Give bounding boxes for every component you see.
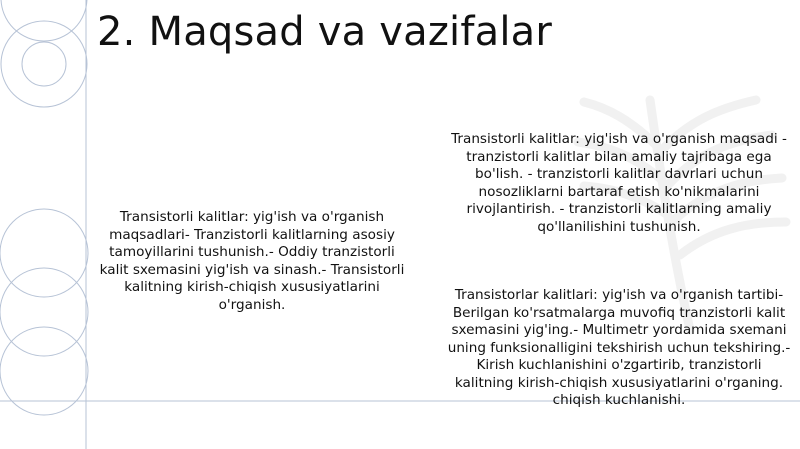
page-title: 2. Maqsad va vazifalar — [97, 9, 553, 55]
right-top-text-block: Transistorli kalitlar: yig'ish va o'rganish maqsadi - tranzistorli kalitlar bilan amaliy tajribaga ega bo'lish. - tranzistorli kalitlar davrlari uchun nosozliklarni bartaraf etish ko'nikmalarini rivojlantirish. - tranzistorli kalitlarning amaliy qo'llanilishini tushunish. — [451, 131, 787, 235]
right-bottom-text-block: Transistorlar kalitlari: yig'ish va o'rganish tartibi- Berilgan ko'rsatmalarga muvofiq tranzistorli kalit sxemasini yig'ing.- Multimetr yordamida sxemani uning funksionalligini tekshirish uchun tekshiring.- Kirish kuchlanishini o'zgartirib, tranzistorli kalitning kirish-chiqish xususiyatlarini o'rganing. chiqish kuchlanishi. — [447, 287, 791, 408]
left-text-block: Transistorli kalitlar: yig'ish va o'rganish maqsadlari- Tranzistorli kalitlarning asosiy tamoyillarini tushunish.- Oddiy tranzistorli kalit sxemasini yig'ish va sinash.- Transistorli kalitning kirish-chiqish xususiyatlarini o'rganish. — [99, 209, 405, 313]
